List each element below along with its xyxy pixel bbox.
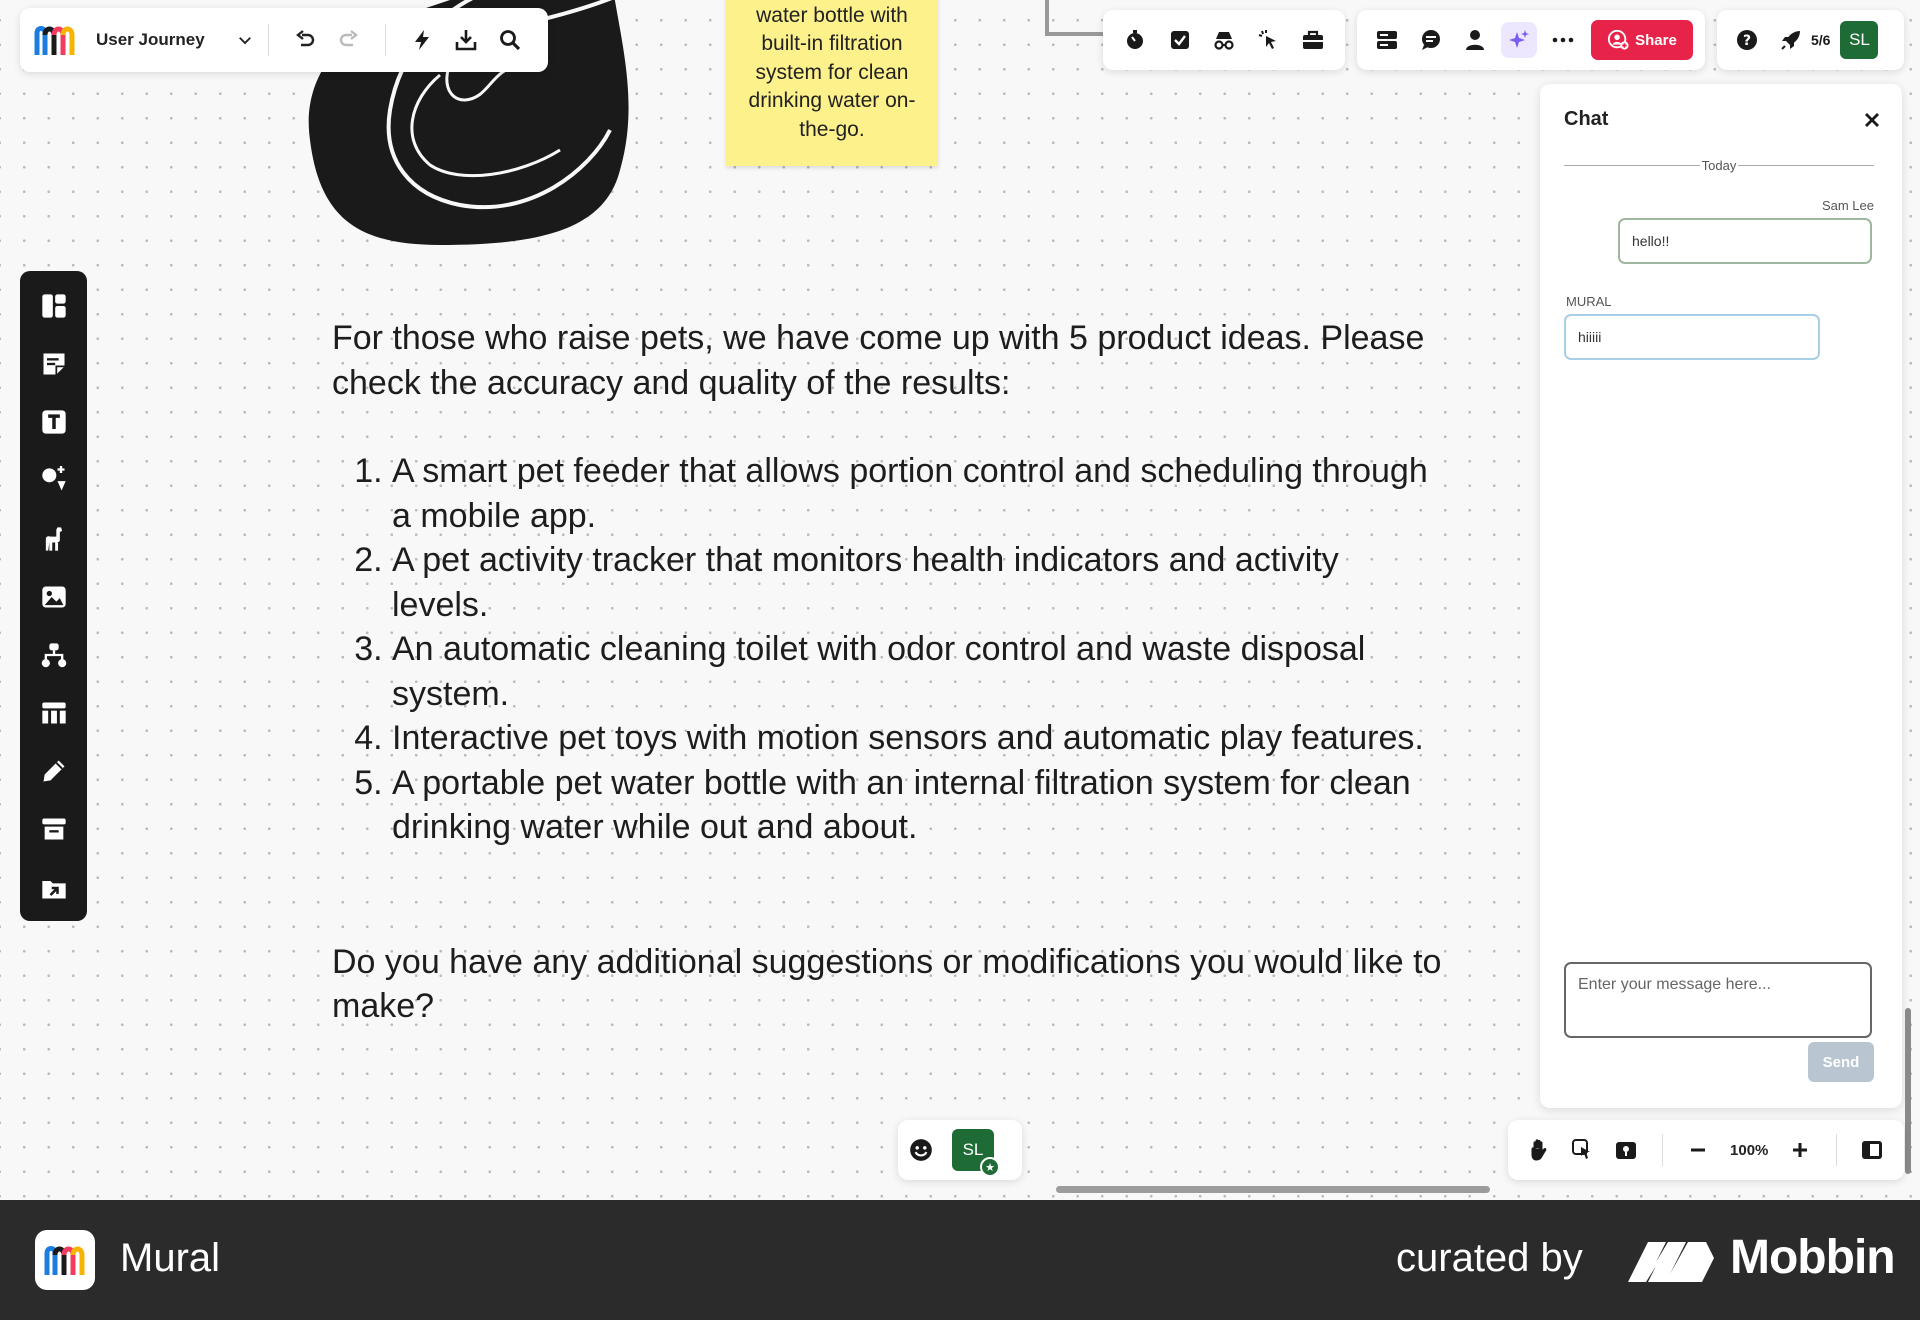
download-icon bbox=[454, 28, 478, 52]
ideas-list bbox=[332, 449, 1442, 850]
chat-title: Chat bbox=[1564, 108, 1609, 130]
cursor-click-icon bbox=[1257, 28, 1281, 52]
shapes-tool[interactable] bbox=[29, 456, 79, 506]
send-button[interactable]: Send bbox=[1808, 1042, 1874, 1082]
table-icon bbox=[40, 699, 68, 727]
account-panel bbox=[1717, 10, 1904, 70]
icons-tool[interactable] bbox=[29, 514, 79, 564]
redo-button[interactable] bbox=[331, 22, 367, 58]
incognito-icon bbox=[1212, 28, 1236, 52]
sparkles-icon bbox=[1507, 28, 1531, 52]
timer-button[interactable] bbox=[1117, 22, 1153, 58]
mobbin-brand: Mobbin bbox=[1730, 1231, 1895, 1284]
close-icon[interactable] bbox=[1860, 108, 1884, 132]
toolbox-icon bbox=[1301, 28, 1325, 52]
board-title[interactable]: User Journey bbox=[96, 30, 205, 49]
divider bbox=[1836, 1134, 1837, 1166]
draw-tool[interactable] bbox=[29, 747, 79, 797]
chat-message-input[interactable] bbox=[1564, 962, 1872, 1038]
outline-panel-button[interactable] bbox=[1855, 1132, 1890, 1168]
svg-text:?: ? bbox=[1742, 33, 1752, 49]
outline-icon bbox=[1375, 28, 1399, 52]
text-icon bbox=[40, 408, 68, 436]
add-user-icon bbox=[1607, 29, 1629, 51]
chat-day-divider bbox=[1564, 158, 1874, 173]
board-panel bbox=[20, 8, 548, 72]
activity-button[interactable] bbox=[404, 22, 440, 58]
list-item: 4. Interactive pet toys with motion sensors and automatic play features. bbox=[392, 716, 1442, 761]
chat-panel bbox=[1540, 84, 1902, 1108]
avatar-initials: SL bbox=[962, 1140, 984, 1159]
voting-button[interactable] bbox=[1162, 22, 1198, 58]
search-icon bbox=[498, 28, 522, 52]
chat-bubble-icon bbox=[1419, 28, 1443, 52]
table-tool[interactable] bbox=[29, 688, 79, 738]
mural-logo-icon[interactable] bbox=[34, 23, 76, 57]
sticky-note-icon bbox=[40, 350, 68, 378]
facilitation-button[interactable] bbox=[1295, 22, 1331, 58]
launch-button[interactable] bbox=[1773, 22, 1809, 58]
intro-text: For those who raise pets, we have come up with 5 product ideas. Please check the accuracy and quality of the results: bbox=[332, 319, 1425, 402]
star-icon: ★ bbox=[980, 1157, 1000, 1177]
emoji-icon[interactable] bbox=[908, 1137, 934, 1163]
members-button[interactable] bbox=[1457, 22, 1493, 58]
import-tool[interactable] bbox=[29, 863, 79, 913]
message-author: Sam Lee bbox=[1821, 198, 1874, 213]
navigation-panel bbox=[1508, 1120, 1904, 1180]
lightning-icon bbox=[410, 28, 434, 52]
avatar[interactable] bbox=[952, 1129, 995, 1174]
image-icon bbox=[40, 583, 68, 611]
outline-button[interactable] bbox=[1369, 22, 1405, 58]
divider bbox=[1662, 1134, 1663, 1166]
diagram-icon bbox=[40, 641, 68, 669]
timer-icon bbox=[1123, 28, 1147, 52]
sticky-note[interactable] bbox=[726, 0, 938, 166]
list-item: 1. A smart pet feeder that allows portion control and scheduling through a mobile app. bbox=[392, 449, 1442, 538]
pencil-icon bbox=[40, 757, 68, 785]
llama-icon bbox=[40, 525, 68, 553]
more-button[interactable] bbox=[1545, 22, 1581, 58]
share-label: Share bbox=[1635, 31, 1677, 49]
text-tool[interactable] bbox=[29, 397, 79, 447]
chat-message bbox=[1564, 314, 1820, 360]
message-author: MURAL bbox=[1566, 294, 1612, 309]
curated-by-label: curated by bbox=[1396, 1236, 1583, 1280]
message-text: hello!! bbox=[1632, 233, 1670, 249]
map-button[interactable] bbox=[1608, 1132, 1643, 1168]
archive-icon bbox=[40, 815, 68, 843]
pan-button[interactable] bbox=[1522, 1132, 1557, 1168]
zoom-level[interactable]: 100% bbox=[1730, 1141, 1769, 1159]
chat-message bbox=[1618, 218, 1872, 264]
collaboration-tools-panel bbox=[1103, 10, 1345, 70]
vertical-scrollbar[interactable] bbox=[1905, 1008, 1911, 1174]
undo-icon bbox=[293, 28, 317, 52]
sticky-note-text: water bottle with built-in filtration system for clean drinking water on-the-go. bbox=[748, 3, 916, 141]
message-text: hiiiii bbox=[1578, 329, 1602, 345]
select-mode-button[interactable] bbox=[1565, 1132, 1600, 1168]
avatar[interactable]: SL bbox=[1840, 21, 1878, 59]
user-icon bbox=[1463, 28, 1487, 52]
diagram-tool[interactable] bbox=[29, 630, 79, 680]
help-icon bbox=[1735, 28, 1759, 52]
more-dots-icon bbox=[1551, 28, 1575, 52]
online-users-count[interactable]: 5/6 bbox=[1811, 32, 1831, 48]
help-button[interactable] bbox=[1729, 22, 1765, 58]
zoom-in-button[interactable] bbox=[1783, 1132, 1818, 1168]
checkbox-icon bbox=[1168, 28, 1192, 52]
chat-input-placeholder: Enter your message here... bbox=[1578, 976, 1771, 993]
share-button[interactable] bbox=[1591, 20, 1693, 60]
private-mode-button[interactable] bbox=[1206, 22, 1242, 58]
download-button[interactable] bbox=[448, 22, 484, 58]
mural-app-logo bbox=[35, 1230, 95, 1290]
templates-icon bbox=[40, 292, 68, 320]
reactions-panel bbox=[898, 1120, 1022, 1180]
board-actions-panel bbox=[1357, 10, 1705, 70]
redo-icon bbox=[337, 28, 361, 52]
outro-text: Do you have any additional suggestions or modifications you would like to make? bbox=[332, 942, 1442, 1025]
import-icon bbox=[40, 874, 68, 902]
zoom-out-button[interactable] bbox=[1681, 1132, 1716, 1168]
mobbin-logo-icon bbox=[1626, 1238, 1716, 1284]
sticky-note-tool[interactable] bbox=[29, 339, 79, 389]
left-toolbar bbox=[20, 271, 87, 921]
plus-icon bbox=[1788, 1138, 1812, 1162]
chat-day-label: Today bbox=[1701, 158, 1737, 173]
ai-button[interactable] bbox=[1501, 22, 1537, 58]
shapes-icon bbox=[40, 466, 68, 494]
templates-tool[interactable] bbox=[29, 281, 79, 331]
undo-button[interactable] bbox=[287, 22, 323, 58]
minus-icon bbox=[1686, 1138, 1710, 1162]
mural-logo-icon bbox=[44, 1243, 86, 1277]
map-icon bbox=[1614, 1138, 1638, 1162]
app-name: Mural bbox=[120, 1236, 221, 1280]
divider bbox=[268, 24, 269, 56]
archive-tool[interactable] bbox=[29, 805, 79, 855]
horizontal-scrollbar[interactable] bbox=[1056, 1186, 1490, 1193]
list-item: 2. A pet activity tracker that monitors health indicators and activity levels. bbox=[392, 538, 1442, 627]
summon-button[interactable] bbox=[1251, 22, 1287, 58]
divider bbox=[385, 24, 386, 56]
chevron-down-icon[interactable] bbox=[236, 31, 254, 49]
sidebar-icon bbox=[1860, 1138, 1884, 1162]
comments-button[interactable] bbox=[1413, 22, 1449, 58]
hand-icon bbox=[1528, 1138, 1552, 1162]
search-button[interactable] bbox=[492, 22, 528, 58]
footer bbox=[0, 1200, 1920, 1320]
images-tool[interactable] bbox=[29, 572, 79, 622]
hand-cursor-icon bbox=[1571, 1138, 1595, 1162]
list-item: 3. An automatic cleaning toilet with odor control and waste disposal system. bbox=[392, 627, 1442, 716]
rocket-icon bbox=[1779, 28, 1803, 52]
text-block[interactable] bbox=[332, 316, 1442, 1029]
list-item: 5. A portable pet water bottle with an internal filtration system for clean drinking water while out and about. bbox=[392, 761, 1442, 850]
